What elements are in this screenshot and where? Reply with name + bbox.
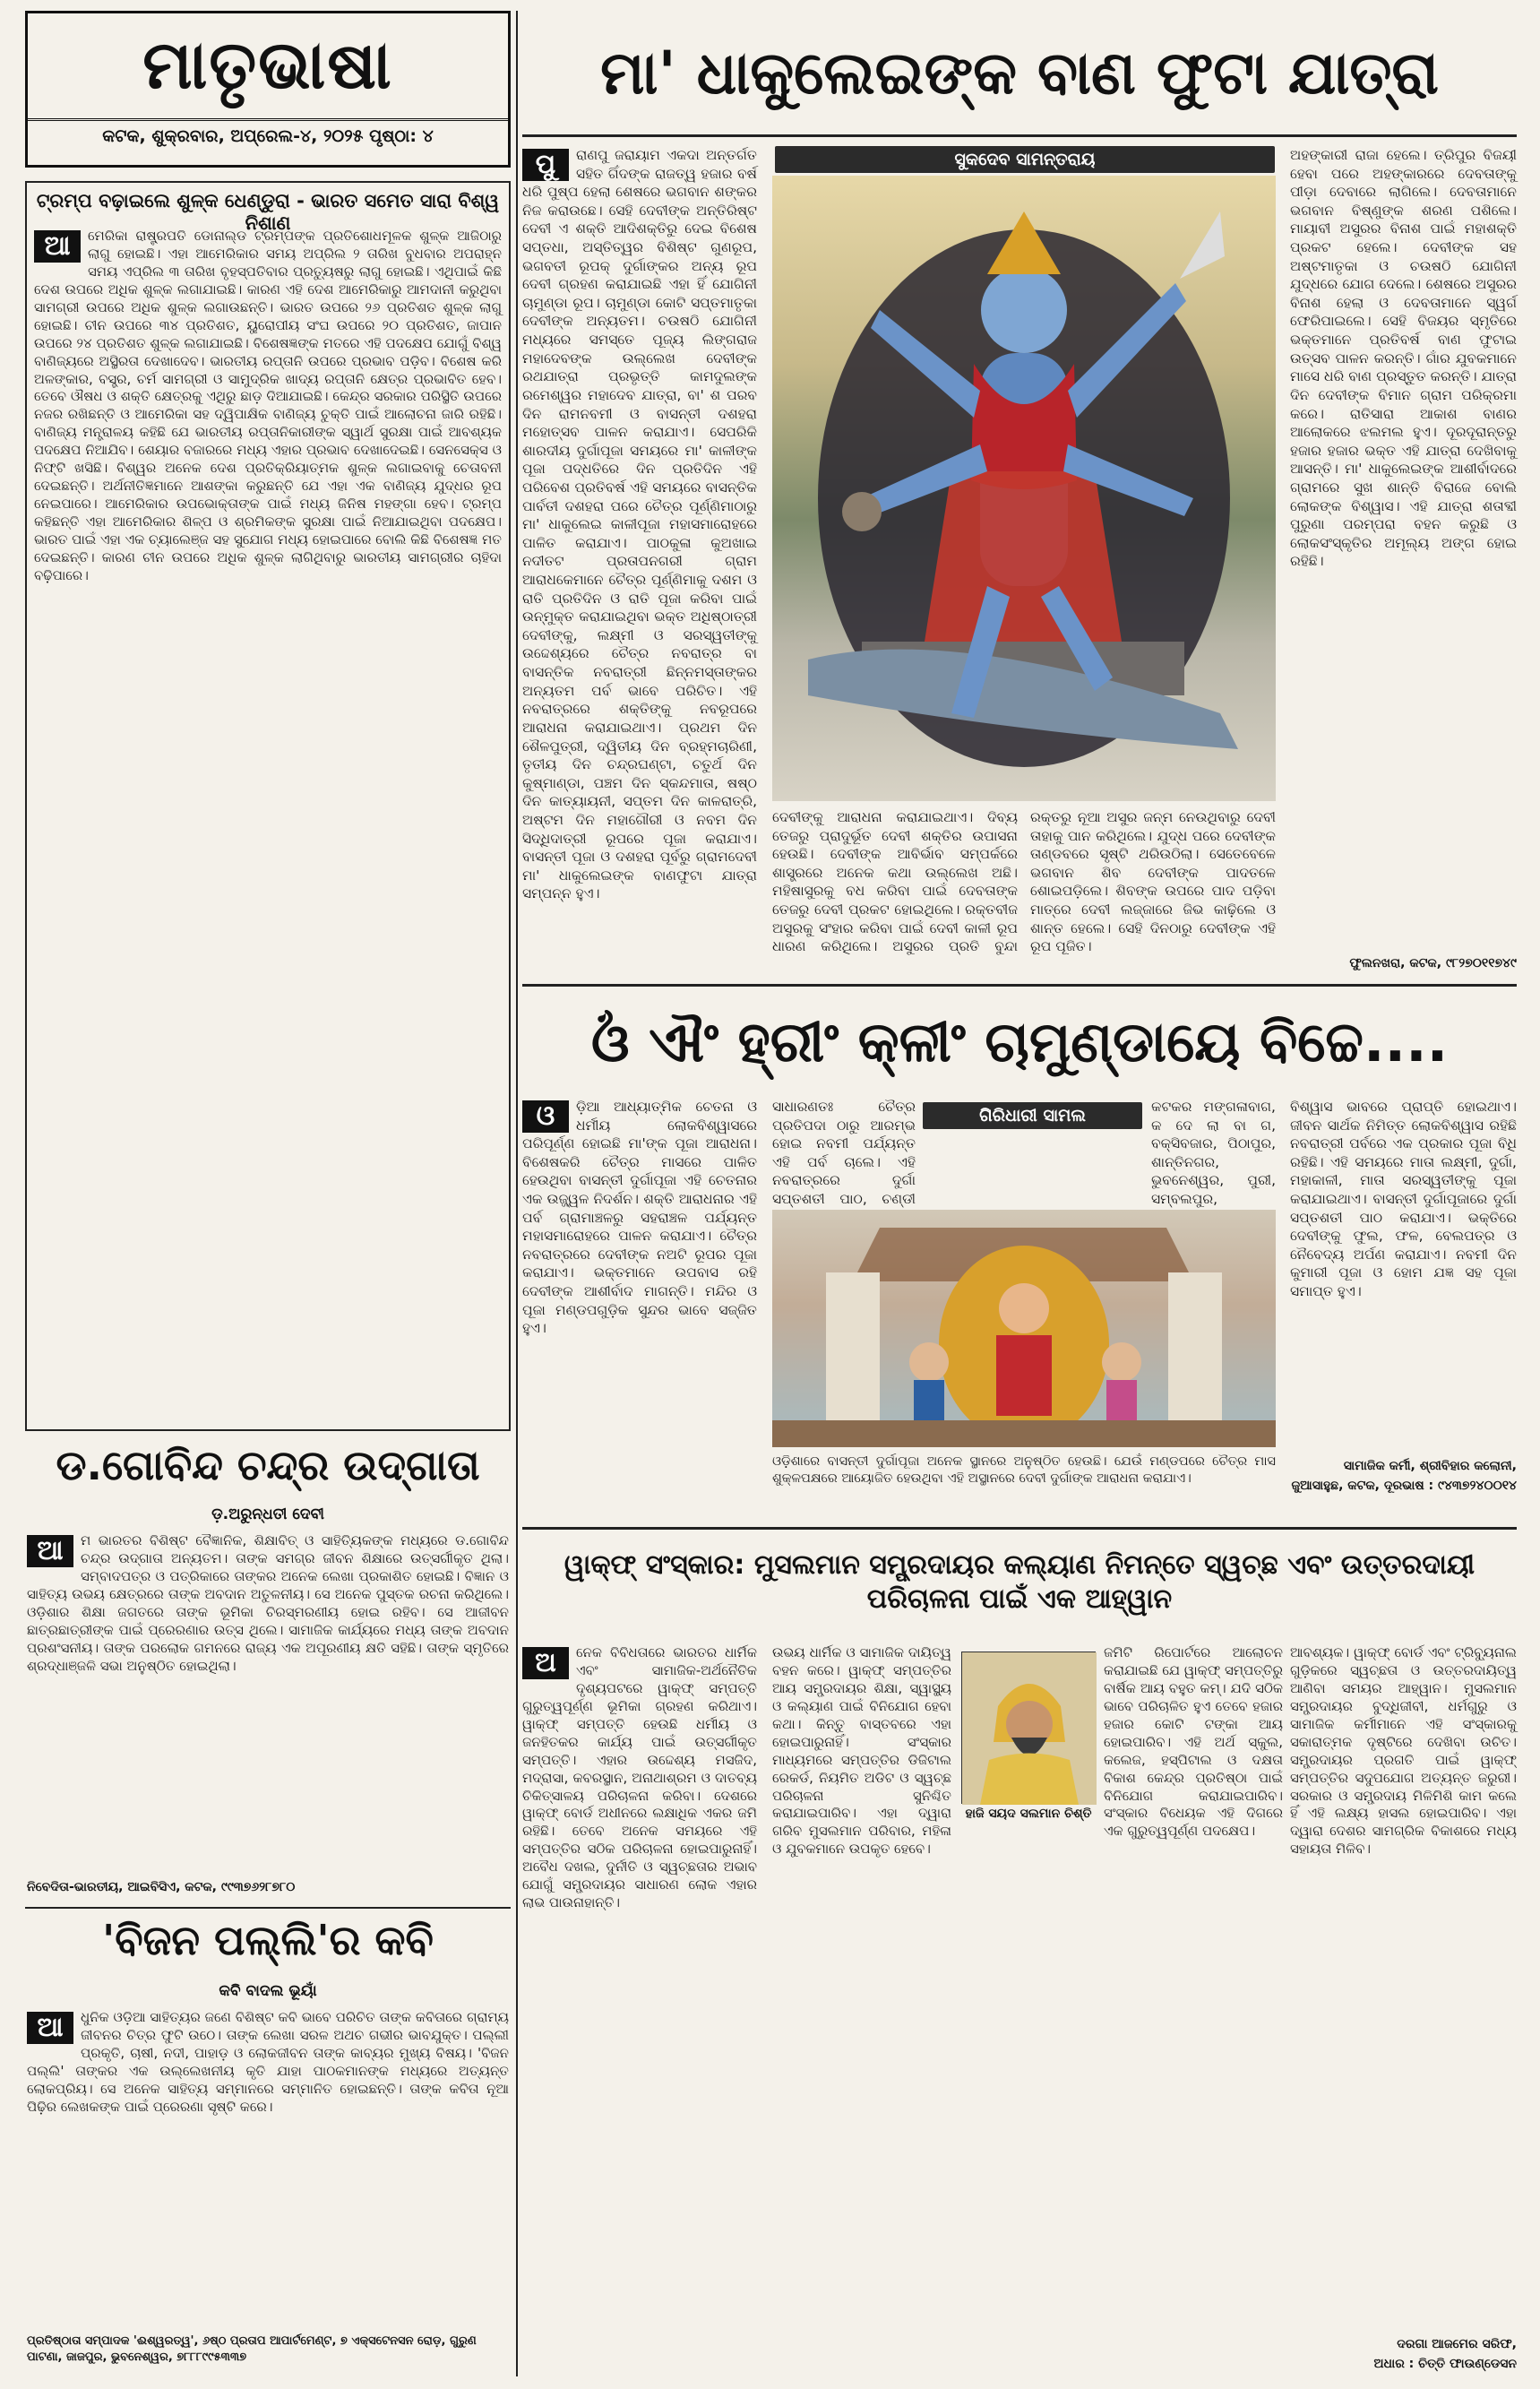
portrait-caption: ହାଜି ସୟଦ ସଲମାନ ଚିଶ୍ତି <box>965 1807 1092 1821</box>
dropcap: ଆ <box>34 230 81 263</box>
dropcap: ଅ <box>522 1647 569 1679</box>
lead-col-2 <box>772 808 1276 979</box>
chamunda-col-2 <box>772 1098 916 1208</box>
chamunda-text-1: ଡ଼ିଆ ଆଧ୍ୟାତ୍ମିକ ଚେତନା ଓ ଧର୍ମୀୟ ଲୋକବିଶ୍ୱାସରେ ପରିପୂର୍ଣ୍ଣ ହୋଇଛି ମା'ଙ୍କ ପୂଜା ଆରାଧନା। ବିଶେଷକରି ଚୈତ୍ର ମାସରେ ପାଳିତ ହେଉଥିବା ବାସନ୍ତୀ ଦୁର୍ଗାପୂଜା ଏହି ଚେତନାର ଏକ ଉଜ୍ଜ୍ୱଳ ନିଦର୍ଶନ। ଶକ୍ତି ଆରାଧନାର ଏହି ପର୍ବ ଗ୍ରାମାଞ୍ଚଳରୁ ସହରାଞ୍ଚଳ ପର୍ଯ୍ୟନ୍ତ ମହାସମାରୋହରେ ପାଳନ କରାଯାଏ। ଚୈତ୍ର ନବରାତ୍ରରେ ଦେବୀଙ୍କ ନଅଟି ରୂପର ପୂଜା କରାଯାଏ। ଭକ୍ତମାନେ ଉପବାସ ରହି ଦେବୀଙ୍କ ଆଶୀର୍ବାଦ ମାଗନ୍ତି। ମନ୍ଦିର ଓ ପୂଜା ମଣ୍ଡପଗୁଡ଼ିକ ସୁନ୍ଦର ଭାବେ ସଜ୍ଜିତ ହୁଏ। <box>522 1099 757 1337</box>
poet-headline: 'ବିଜନ ପଲ୍ଲି'ର କବି <box>102 1916 434 1964</box>
obit-text: ମ ଭାରତର ବିଶିଷ୍ଟ ବୈଜ୍ଞାନିକ, ଶିକ୍ଷାବିତ୍ ଓ ସାହିତ୍ୟିକଙ୍କ ମଧ୍ୟରେ ଡ.ଗୋବିନ୍ଦ ଚନ୍ଦ୍ର ଉଦ୍‌ଗାତା ଅନ୍ୟତମ। ତାଙ୍କ ସମଗ୍ର ଜୀବନ ଶିକ୍ଷାରେ ଉତ୍ସର୍ଗୀକୃତ ଥିଲା। ସମ୍ବାଦପତ୍ର ଓ ପତ୍ରିକାରେ ତାଙ୍କର ଅନେକ ଲେଖା ପ୍ରକାଶିତ ହୋଇଛି। ବିଜ୍ଞାନ ଓ ସାହିତ୍ୟ ଉଭୟ କ୍ଷେତ୍ରରେ ତାଙ୍କ ଅବଦାନ ଅତୁଳନୀୟ। ସେ ଅନେକ ପୁସ୍ତକ ରଚନା କରିଥିଲେ। ଓଡ଼ିଶାର ଶିକ୍ଷା ଜଗତରେ ତାଙ୍କ ଭୂମିକା ଚିରସ୍ମରଣୀୟ ହୋଇ ରହିବ। ସେ ଆଜୀବନ ଛାତ୍ରଛାତ୍ରୀଙ୍କ ପାଇଁ ପ୍ରେରଣାର ଉତ୍ସ ଥିଲେ। ସାମାଜିକ କାର୍ଯ୍ୟରେ ମଧ୍ୟ ତାଙ୍କ ଅବଦାନ ପ୍ରଶଂସନୀୟ। ତାଙ୍କ ପରଲୋକ ଗମନରେ ରାଜ୍ୟ ଏକ ଅପୂରଣୀୟ କ୍ଷତି ସହିଛି। ତାଙ୍କ ସ୍ମୃତିରେ ଶ୍ରଦ୍ଧାଞ୍ଜଳି ସଭା ଅନୁଷ୍ଠିତ ହୋଇଥିଲା। <box>27 1532 509 1674</box>
lead-text-1: ରାଣପୁ ଜରାୟାମ ଏକଦା ଅନ୍ତର୍ଗତ ସହିତ ଗିଁଦଙ୍କ ରାଜତ୍ୱ ହଜାର ବର୍ଷ ଧରି ପୁଷ୍ପ ହେଲା ଶେଷରେ ଭଗବାନ ଶଙ୍କର ନିଜ କରାଉଛେ। ସେହି ଦେବୀଙ୍କ ଅନ୍ତିରିଷ୍ଟ ଦେବୀ ଏ ଶକ୍ତି ଆଦିଶକ୍ତିରୁ ଦେଇ ବିଶେଷ ସପ୍ତଧା, ଅସ୍ତିତ୍ୱର ବିଶିଷ୍ଟ ଗୁଣରୂପ, ଭଗବତୀ ରୂପକ୍ ଦୁର୍ଗାଙ୍କର ଅନ୍ୟ ରୂପ ଦେବୀ ଗ୍ରହଣ କରାଯାଇଛି ଏହା ହିଁ ଯୋଗିନୀ ଚାମୁଣ୍ଡା ରୂପ। ଚାମୁଣ୍ଡା କୋଟି ସପ୍ତମାତୃକା ଦେବୀଙ୍କ ଅନ୍ୟତମ। ଚଉଷଠି ଯୋଗିନୀ ମଧ୍ୟରେ ସମସ୍ତେ ପୂଜ୍ୟ ଲିଙ୍ଗରାଜ ମହାଦେବଙ୍କ ଉଲ୍ଲେଖ ଦେବୀଙ୍କ ରଥଯାତ୍ରା ପ୍ରଭୃତ୍ତି କାମଦୁଲଙ୍କ ରମେଶ୍ୱର ମହାଦେବ ଯାତ୍ରା, ବା' ଶ ପରବ ଦିନ ରାମନବମୀ ଓ ବାସନ୍ତୀ ଦଶହରା ମହୋତ୍ସବ ପାଳନ କରାଯାଏ। ସେପରିକି ଶାରଦୀୟ ଦୁର୍ଗାପୂଜା ସମୟରେ ମା' କାଳୀଙ୍କ ପୂଜା ପଦ୍ଧତିରେ ଦିନ ପ୍ରତିଦିନ ଏହି ପରିବେଶ ପ୍ରତିବର୍ଷ ଏହି ସମୟରେ ବାସନ୍ତିକ ପାର୍ବତୀ ଦଶହରା ପରେ ଚୈତ୍ର ପୂର୍ଣ୍ଣିମାଠାରୁ ମା' ଧାକୁଲେଇ କାଳୀପୂଜା ମହାସମାରୋହରେ ପାଳିତ କରାଯାଏ। ପାଠକୁଳା କୁଅଖାଇ ନଦୀତଟ ପ୍ରତାପନଗରୀ ଗ୍ରାମ ଆରାଧକେମାନେ ଚୈତ୍ର ପୂର୍ଣ୍ଣିମାକୁ ଦଶମ ଓ ରାତି ପ୍ରତିଦିନ ଓ ରାତି ପୂଜା କରିବା ପାଇଁ ଉନ୍ମୁକ୍ତ କରାଯାଇଥିବା ଭକ୍ତ ଅଧିଷ୍ଠାତ୍ରୀ ଦେବୀଙ୍କୁ, ଲକ୍ଷ୍ମୀ ଓ ସରସ୍ୱତୀଙ୍କୁ ଉଦ୍ଦେଶ୍ୟରେ ଚୈତ୍ର ନବରାତ୍ର ବା ବାସନ୍ତିକ ନବରାତ୍ରୀ ଛିନ୍ନମସ୍ତାଙ୍କର ଅନ୍ୟତମ ପର୍ବ ଭାବେ ପରିଚିତ। ଏହି ନବରାତ୍ରରେ ଶକ୍ତିଙ୍କୁ ନବରୂପରେ ଆରାଧନା କରାଯାଇଥାଏ। ପ୍ରଥମ ଦିନ ଶୈଳପୁତ୍ରୀ, ଦ୍ୱିତୀୟ ଦିନ ବ୍ରହ୍ମଚାରିଣୀ, ତୃତୀୟ ଦିନ ଚନ୍ଦ୍ରଘଣ୍ଟା, ଚତୁର୍ଥ ଦିନ କୁଷ୍ମାଣ୍ଡା, ପଞ୍ଚମ ଦିନ ସ୍କନ୍ଦମାତା, ଷଷ୍ଠ ଦିନ କାତ୍ୟାୟନୀ, ସପ୍ତମ ଦିନ କାଳରାତ୍ରି, ଅଷ୍ଟମ ଦିନ ମହାଗୌରୀ ଓ ନବମ ଦିନ ସିଦ୍ଧିଦାତ୍ରୀ ରୂପରେ ପୂଜା କରାଯାଏ। ବାସନ୍ତୀ ପୂଜା ଓ ଦଶହରା ପୂର୍ବରୁ ଗ୍ରାମଦେବୀ ମା' ଧାକୁଲେଇଙ୍କ ବାଣଫୁଟା ଯାତ୍ରା ସମ୍ପନ୍ନ ହୁଏ। <box>522 147 757 902</box>
poet-author: କବି ବାଦଲ ଭୂୟାଁ <box>219 1982 317 2000</box>
poet-text: ଧୁନିକ ଓଡ଼ିଆ ସାହିତ୍ୟର ଜଣେ ବିଶିଷ୍ଟ କବି ଭାବେ ପରିଚିତ ତାଙ୍କ କବିତାରେ ଗ୍ରାମ୍ୟ ଜୀବନର ଚିତ୍ର ଫୁଟି ଉଠେ। ତାଙ୍କ ଲେଖା ସରଳ ଅଥଚ ଗଭୀର ଭାବଯୁକ୍ତ। ପଲ୍ଲୀ ପ୍ରକୃତି, ଚାଷୀ, ନଦୀ, ପାହାଡ଼ ଓ ଲୋକଜୀବନ ତାଙ୍କ କାବ୍ୟର ମୁଖ୍ୟ ବିଷୟ। 'ବିଜନ ପଲ୍ଲି' ତାଙ୍କର ଏକ ଉଲ୍ଲେଖନୀୟ କୃତି ଯାହା ପାଠକମାନଙ୍କ ମଧ୍ୟରେ ଅତ୍ୟନ୍ତ ଲୋକପ୍ରିୟ। ସେ ଅନେକ ସାହିତ୍ୟ ସମ୍ମାନରେ ସମ୍ମାନିତ ହୋଇଛନ୍ତି। ତାଙ୍କ କବିତା ନୂଆ ପିଢ଼ିର ଲେଖକଙ୍କ ପାଇଁ ପ୍ରେରଣା ସୃଷ୍ଟି କରେ। <box>27 2009 509 2115</box>
durga-photo <box>772 1210 1276 1447</box>
portrait-photo <box>961 1652 1096 1804</box>
lead-headline: ମା' ଧାକୁଲେଇଙ୍କ ବାଣ ଫୁଟା ଯାତ୍ରା <box>600 39 1439 108</box>
chamunda-text-4: ବିଶ୍ୱାସ ଭାବରେ ପ୍ରାପ୍ତି ହୋଇଥାଏ। ଜୀବନ ସାର୍ଥକ ନିମିତ୍ତ ଲୋକବିଶ୍ୱାସ ରହିଛି ନବରାତ୍ରୀ ପର୍ବରେ ଏକ ପ୍ରକାର ପୂଜା ବିଧି ରହିଛି। ଏହି ସମୟରେ ମାତା ଲକ୍ଷ୍ମୀ, ଦୁର୍ଗା, ମହାକାଳୀ, ମାତା ସରସ୍ୱତୀଙ୍କୁ ପୂଜା କରାଯାଇଥାଏ। ବାସନ୍ତୀ ଦୁର୍ଗାପୂଜାରେ ଦୁର୍ଗା ସପ୍ତଶତୀ ପାଠ କରାଯାଏ। ଭକ୍ତିରେ ଦେବୀଙ୍କୁ ଫୁଲ, ଫଳ, ବେଲପତ୍ର ଓ ନୈବେଦ୍ୟ ଅର୍ପଣ କରାଯାଏ। ନବମୀ ଦିନ କୁମାରୀ ପୂଜା ଓ ହୋମ ଯଜ୍ଞ ସହ ପୂଜା ସମାପ୍ତ ହୁଏ। <box>1290 1099 1517 1300</box>
lead-col-3 <box>1290 146 1517 948</box>
chamunda-headline: ଓଁ ଐଂ ହ୍ରୀଂ କ୍ଳୀଂ ଚାମୁଣ୍ଡାୟେ ବିଚ୍ଚେ.... <box>590 1009 1449 1074</box>
kali-image <box>772 176 1276 801</box>
chamunda-caption: ଓଡ଼ିଶାରେ ବାସନ୍ତୀ ଦୁର୍ଗାପୂଜା ଅନେକ ସ୍ଥାନରେ ଅନୁଷ୍ଠିତ ହେଉଛି। ଯେଉଁ ମଣ୍ଡପରେ ଚୈତ୍ର ମାସ ଶୁକ୍ଳପକ୍ଷରେ ଆୟୋଜିତ ହେଉଥିବା ଏହି ଅସ୍ଥାନରେ ଦେବୀ ଦୁର୍ଗାଙ୍କ ଆରାଧନା କରାଯାଏ। <box>772 1454 1276 1487</box>
waqf-signature-1: ଦରଗା ଆଜମେର ସରିଫ, <box>1397 2337 1517 2351</box>
divider <box>516 11 518 2376</box>
masthead-dateline: କଟକ, ଶୁକ୍ରବାର, ଅପ୍ରେଲ-୪, ୨୦୨୫ ପୃଷ୍ଠା: ୪ <box>102 126 434 146</box>
waqf-col-4 <box>1290 1644 1517 2325</box>
chamunda-signature-name: ସାମାଜିକ କର୍ମୀ, ଶ୍ରୀବିହାର କଲୋନୀ, <box>1343 1459 1517 1473</box>
obit-headline: ଡ.ଗୋବିନ୍ଦ ଚନ୍ଦ୍ର ଉଦ୍‌ଗାତା <box>56 1441 480 1489</box>
waqf-text-3: ଜମିଟି ରିପୋର୍ଟରେ ଆଲୋଚନ କରାଯାଇଛି ଯେ ୱାକ୍‌ଫ୍ ସମ୍ପତ୍ତିରୁ ବାର୍ଷିକ ଆୟ ବହୁତ କମ୍। ଯଦି ସଠିକ ଭାବେ ପରିଚାଳିତ ହୁଏ ତେବେ ହଜାର ହଜାର କୋଟି ଟଙ୍କା ଆୟ ହୋଇପାରିବ। ଏହି ଅର୍ଥ ସ୍କୁଲ, କଲେଜ, ହସ୍ପିଟାଲ ଓ ଦକ୍ଷତା ବିକାଶ କେନ୍ଦ୍ର ପ୍ରତିଷ୍ଠା ପାଇଁ ବିନିଯୋଗ କରାଯାଇପାରିବ। ସଂସ୍କାର ବିଧେୟକ ଏହି ଦିଗରେ ଏକ ଗୁରୁତ୍ୱପୂର୍ଣ୍ଣ ପଦକ୍ଷେପ। <box>1104 1644 1283 1840</box>
waqf-text-4: ଆବଶ୍ୟକ। ୱାକ୍‌ଫ୍ ବୋର୍ଡ ଏବଂ ଟ୍ରିବ୍ୟୁନାଲ ଗୁଡ଼ିକରେ ସ୍ୱଚ୍ଛତା ଓ ଉତ୍ତରଦାୟିତ୍ୱ ଆଣିବା ସମୟର ଆହ୍ୱାନ। ମୁସଲମାନ ସମ୍ପ୍ରଦାୟର ବୁଦ୍ଧିଜୀବୀ, ଧର୍ମଗୁରୁ ଓ ସାମାଜିକ କର୍ମୀମାନେ ଏହି ସଂସ୍କାରକୁ ସକାରାତ୍ମକ ଦୃଷ୍ଟିରେ ଦେଖିବା ଉଚିତ। ସମ୍ପ୍ରଦାୟର ପ୍ରଗତି ପାଇଁ ୱାକ୍‌ଫ୍ ସମ୍ପତ୍ତିର ସଦୁପଯୋଗ ଅତ୍ୟନ୍ତ ଜରୁରୀ। ସରକାର ଓ ସମ୍ପ୍ରଦାୟ ମିଳିମିଶି କାମ କଲେ ହିଁ ଏହି ଲକ୍ଷ୍ୟ ହାସଲ ହୋଇପାରିବ। ଏହା ଦ୍ୱାରା ଦେଶର ସାମଗ୍ରିକ ବିକାଶରେ ମଧ୍ୟ ସହାୟତା ମିଳିବ। <box>1290 1644 1517 1858</box>
chamunda-col-1 <box>522 1098 757 1434</box>
tariff-headline: ଟ୍ରମ୍ପ ବଢ଼ାଇଲେ ଶୁଳ୍କ ଧେଣ୍ଡୁରା - ଭାରତ ସମେତ ସାରା ବିଶ୍ୱ ନିଶାଣ <box>36 190 500 234</box>
lead-text-3: ଅହଙ୍କାରୀ ରାଜା ହେଲେ। ତ୍ରିପୁର ବିଜୟୀ ହେବା ପରେ ଅହଙ୍କାରରେ ଦେବତାଙ୍କୁ ପୀଡ଼ା ଦେବାରେ ଲାଗିଲେ। ଦେବତାମାନେ ଭଗବାନ ବିଷ୍ଣୁଙ୍କ ଶରଣ ପଶିଲେ। ମାୟାବୀ ଅସୁରର ବିନାଶ ପାଇଁ ମହାଶକ୍ତି ପ୍ରକଟ ହେଲେ। ଦେବୀଙ୍କ ସହ ଅଷ୍ଟମାତୃକା ଓ ଚଉଷଠି ଯୋଗିନୀ ଯୁଦ୍ଧରେ ଯୋଗ ଦେଲେ। ଶେଷରେ ଅସୁରର ବିନାଶ ହେଲା ଓ ଦେବତାମାନେ ସ୍ୱର୍ଗ ଫେରିପାଇଲେ। ସେହି ବିଜୟର ସ୍ମୃତିରେ ଭକ୍ତମାନେ ପ୍ରତିବର୍ଷ ବାଣ ଫୁଟାଇ ଉତ୍ସବ ପାଳନ କରନ୍ତି। ଗାଁର ଯୁବକମାନେ ମାସେ ଧରି ବାଣ ପ୍ରସ୍ତୁତ କରନ୍ତି। ଯାତ୍ରା ଦିନ ଦେବୀଙ୍କ ବିମାନ ଗ୍ରାମ ପରିକ୍ରମା କରେ। ରାତିସାରା ଆକାଶ ବାଣର ଆଲୋକରେ ଝଲମଲ ହୁଏ। ଦୂରଦୂରାନ୍ତରୁ ହଜାର ହଜାର ଭକ୍ତ ଏହି ଯାତ୍ରା ଦେଖିବାକୁ ଆସନ୍ତି। ମା' ଧାକୁଲେଇଙ୍କ ଆଶୀର୍ବାଦରେ ଗ୍ରାମରେ ସୁଖ ଶାନ୍ତି ବିରାଜେ ବୋଲି ଲୋକଙ୍କ ବିଶ୍ୱାସ। ଏହି ଯାତ୍ରା ଶତାବ୍ଦୀ ପୁରୁଣା ପରମ୍ପରା ବହନ କରୁଛି ଓ ଲୋକସଂସ୍କୃତିର ଅମୂଲ୍ୟ ଅଙ୍ଗ ହୋଇ ରହିଛି। <box>1290 147 1517 570</box>
waqf-col-3 <box>1104 1644 1283 2361</box>
dropcap: ଆ <box>27 1535 73 1567</box>
divider <box>522 1527 1517 1530</box>
obit-body <box>27 1532 509 1877</box>
lead-text-2: ଦେବୀଙ୍କୁ ଆରାଧନା କରାଯାଇଥାଏ। ଦିବ୍ୟ ତେଜରୁ ପ୍ରାଦୁର୍ଭୂତ ଦେବୀ ଶକ୍ତିର ଉପାସନା ହେଉଛି। ଦେବୀଙ୍କ ଆବିର୍ଭାବ ସମ୍ପର୍କରେ ଶାସ୍ତ୍ରରେ ଅନେକ କଥା ଉଲ୍ଲେଖ ଅଛି। ମହିଷାସୁରକୁ ବଧ କରିବା ପାଇଁ ଦେବତାଙ୍କ ତେଜରୁ ଦେବୀ ପ୍ରକଟ ହୋଇଥିଲେ। ରକ୍ତବୀଜ ଅସୁରକୁ ସଂହାର କରିବା ପାଇଁ ଦେବୀ କାଳୀ ରୂପ ଧାରଣ କରିଥିଲେ। ଅସୁରର ପ୍ରତି ବୁନ୍ଦା ରକ୍ତରୁ ନୂଆ ଅସୁର ଜନ୍ମ ନେଉଥିବାରୁ ଦେବୀ ତାହାକୁ ପାନ କରିଥିଲେ। ଯୁଦ୍ଧ ପରେ ଦେବୀଙ୍କ ତାଣ୍ଡବରେ ସୃଷ୍ଟି ଥରିଉଠିଲା। ସେତେବେଳେ ଭଗବାନ ଶିବ ଦେବୀଙ୍କ ପାଦତଳେ ଶୋଇପଡ଼ିଲେ। ଶିବଙ୍କ ଉପରେ ପାଦ ପଡ଼ିବା ମାତ୍ରେ ଦେବୀ ଲଜ୍ଜାରେ ଜିଭ କାଢ଼ିଲେ ଓ ଶାନ୍ତ ହେଲେ। ସେହି ଦିନଠାରୁ ଦେବୀଙ୍କ ଏହି ରୂପ ପୂଜିତ। <box>772 809 1276 955</box>
dropcap: ଓ <box>522 1100 569 1133</box>
waqf-signature-2: ଅଧାର : ଚିତ୍ତି ଫାଉଣ୍ଡେସନ <box>1373 2357 1517 2371</box>
chamunda-author: ଗିରିଧାରୀ ସାମଲ <box>923 1102 1142 1129</box>
masthead <box>25 11 511 168</box>
dropcap: ଆ <box>27 2012 73 2044</box>
chamunda-text-3: କଟକର ମଙ୍ଗଳାବାଗ, କ ଦେ ଲା ବା ଗ, ବକ୍ସିବଜାର, ପିଠାପୁର, ଶାନ୍ତିନଗର, ଭୁବନେଶ୍ୱର, ପୁରୀ, ସମ୍ବଲପୁର, <box>1151 1099 1276 1208</box>
obit-author: ଡ଼.ଅରୁନ୍ଧତୀ ଦେବୀ <box>211 1505 324 1523</box>
waqf-col-2 <box>772 1644 951 2361</box>
chamunda-text-2: ସାଧାରଣତଃ ଚୈତ୍ର ପ୍ରତିପଦା ଠାରୁ ଆରମ୍ଭ ହୋଇ ନବମୀ ପର୍ଯ୍ୟନ୍ତ ଏହି ପର୍ବ ଚାଲେ। ଏହି ନବରାତ୍ରରେ ଦୁର୍ଗା ସପ୍ତଶତୀ ପାଠ, ଚଣ୍ଡୀ <box>772 1099 916 1208</box>
chamunda-col-3 <box>1151 1098 1276 1208</box>
lead-col-1 <box>522 146 757 902</box>
poet-body <box>27 2009 509 2327</box>
waqf-headline: ୱାକ୍‌ଫ୍ ସଂସ୍କାର: ମୁସଲମାନ ସମ୍ପ୍ରଦାୟର କଲ୍ୟାଣ ନିମନ୍ତେ ସ୍ୱଚ୍ଛ ଏବଂ ଉତ୍ତରଦାୟୀ ପରିଚାଳନା ପାଇଁ ଏକ ଆହ୍ୱାନ <box>564 1549 1475 1615</box>
lead-signature: ଫୁଲନଖରା, କଟକ, ୯୮୨୭୦୧୧୭୪୯ <box>1349 956 1517 970</box>
dropcap: ପୁ <box>522 149 569 181</box>
tariff-text: ମେରିକା ରାଷ୍ଟ୍ରପତି ଡୋନାଲ୍ଡ ଟ୍ରମ୍ପଙ୍କ ପ୍ରତିଶୋଧମୂଳକ ଶୁଳ୍କ ଆଜିଠାରୁ ଲାଗୁ ହୋଇଛି। ଏହା ଆମେରିକାର ସମୟ ଅପ୍ରିଲ ୨ ତାରିଖ ବୁଧବାର ଅପରାହ୍ନ ସମୟ ଏପ୍ରିଲ ୩ ତାରିଖ ବୃହସ୍ପତିବାର ପ୍ରତ୍ୟୁଷରୁ ଲାଗୁ ହୋଇଛି। ଏଥିପାଇଁ କିଛି ଦେଶ ଉପରେ ଅଧିକ ଶୁଳ୍କ ଲଗାଯାଇଛି। କାରଣ ଏହି ଦେଶ ଆମେରିକାରୁ ଆମଦାନୀ କରୁଥିବା ସାମଗ୍ରୀ ଉପରେ ଅଧିକ ଶୁଳ୍କ ଲଗାଉଛନ୍ତି। ଭାରତ ଉପରେ ୨୬ ପ୍ରତିଶତ ଶୁଳ୍କ ଲାଗୁ ହୋଇଛି। ଚୀନ ଉପରେ ୩୪ ପ୍ରତିଶତ, ୟୁରୋପୀୟ ସଂଘ ଉପରେ ୨୦ ପ୍ରତିଶତ, ଜାପାନ ଉପରେ ୨୪ ପ୍ରତିଶତ ଶୁଳ୍କ ଲଗାଯାଇଛି। ବିଶେଷଜ୍ଞଙ୍କ ମତରେ ଏହି ପଦକ୍ଷେପ ଯୋଗୁଁ ବିଶ୍ୱ ବାଣିଜ୍ୟରେ ଅସ୍ଥିରତା ଦେଖାଦେବ। ଭାରତୀୟ ରପ୍ତାନି ଉପରେ ପ୍ରଭାବ ପଡ଼ିବ। ବିଶେଷ କରି ଅଳଙ୍କାର, ବସ୍ତ୍ର, ଚର୍ମ ସାମଗ୍ରୀ ଓ ସାମୁଦ୍ରିକ ଖାଦ୍ୟ ରପ୍ତାନି କ୍ଷେତ୍ର ପ୍ରଭାବିତ ହେବ। ତେବେ ଔଷଧ ଓ ଶକ୍ତି କ୍ଷେତ୍ରକୁ ଏଥିରୁ ଛାଡ଼ ଦିଆଯାଇଛି। କେନ୍ଦ୍ର ସରକାର ପରିସ୍ଥିତି ଉପରେ ନଜର ରଖିଛନ୍ତି ଓ ଆମେରିକା ସହ ଦ୍ୱିପାକ୍ଷିକ ବାଣିଜ୍ୟ ଚୁକ୍ତି ପାଇଁ ଆଲୋଚନା ଜାରି ରହିଛି। ବାଣିଜ୍ୟ ମନ୍ତ୍ରାଳୟ କହିଛି ଯେ ଭାରତୀୟ ରପ୍ତାନିକାରୀଙ୍କ ସ୍ୱାର୍ଥ ସୁରକ୍ଷା ପାଇଁ ଆବଶ୍ୟକ ପଦକ୍ଷେପ ନିଆଯିବ। ଶେୟାର ବଜାରରେ ମଧ୍ୟ ଏହାର ପ୍ରଭାବ ଦେଖାଦେଇଛି। ସେନସେକ୍ସ ଓ ନିଫ୍ଟି ଖସିଛି। ବିଶ୍ୱର ଅନେକ ଦେଶ ପ୍ରତିକ୍ରିୟାତ୍ମକ ଶୁଳ୍କ ଲଗାଇବାକୁ ଚେତାବନୀ ଦେଇଛନ୍ତି। ଅର୍ଥନୀତିଜ୍ଞମାନେ ଆଶଙ୍କା କରୁଛନ୍ତି ଯେ ଏହା ଏକ ବାଣିଜ୍ୟ ଯୁଦ୍ଧର ରୂପ ନେଇପାରେ। ଆମେରିକାର ଉପଭୋକ୍ତାଙ୍କ ପାଇଁ ମଧ୍ୟ ଜିନିଷ ମହଙ୍ଗା ହେବ। ଟ୍ରମ୍ପ କହିଛନ୍ତି ଏହା ଆମେରିକାର ଶିଳ୍ପ ଓ ଶ୍ରମିକଙ୍କ ସୁରକ୍ଷା ପାଇଁ ନିଆଯାଇଥିବା ପଦକ୍ଷେପ। ଭାରତ ପାଇଁ ଏହା ଏକ ଚ୍ୟାଲେଞ୍ଜ ସହ ସୁଯୋଗ ମଧ୍ୟ ହୋଇପାରେ ବୋଲି କିଛି ବିଶେଷଜ୍ଞ ମତ ଦେଇଛନ୍ତି। କାରଣ ଚୀନ ଉପରେ ଅଧିକ ଶୁଳ୍କ ଲାଗିଥିବାରୁ ଭାରତୀୟ ସାମଗ୍ରୀର ଚାହିଦା ବଢ଼ିପାରେ। <box>34 228 502 583</box>
tariff-body <box>34 228 502 1424</box>
waqf-text-1: ନେକ ବିବିଧତାରେ ଭାରତର ଧାର୍ମିକ ଏବଂ ସାମାଜିକ-ଅର୍ଥନୈତିକ ଦୃଶ୍ୟପଟରେ ୱାକ୍‌ଫ୍ ସମ୍ପତ୍ତି ଗୁରୁତ୍ୱପୂର୍ଣ୍ଣ ଭୂମିକା ଗ୍ରହଣ କରିଥାଏ। ୱାକ୍‌ଫ୍ ସମ୍ପତ୍ତି ହେଉଛି ଧର୍ମୀୟ ଓ ଜନହିତକର କାର୍ଯ୍ୟ ପାଇଁ ଉତ୍ସର୍ଗୀକୃତ ସମ୍ପତ୍ତି। ଏହାର ଉଦ୍ଦେଶ୍ୟ ମସଜିଦ, ମଦ୍ରାସା, କବରସ୍ଥାନ, ଅନାଥାଶ୍ରମ ଓ ଦାତବ୍ୟ ଚିକିତ୍ସାଳୟ ପରିଚାଳନା କରିବା। ଦେଶରେ ୱାକ୍‌ଫ୍ ବୋର୍ଡ ଅଧୀନରେ ଲକ୍ଷାଧିକ ଏକର ଜମି ରହିଛି। ତେବେ ଅନେକ ସମୟରେ ଏହି ସମ୍ପତ୍ତିର ସଠିକ ପରିଚାଳନା ହୋଇପାରୁନାହିଁ। ଅବୈଧ ଦଖଲ, ଦୁର୍ନୀତି ଓ ସ୍ୱଚ୍ଛତାର ଅଭାବ ଯୋଗୁଁ ସମ୍ପ୍ରଦାୟର ସାଧାରଣ ଲୋକ ଏହାର ଲାଭ ପାଉନାହାନ୍ତି। <box>522 1644 757 1911</box>
divider <box>25 1907 511 1909</box>
waqf-col-1 <box>522 1644 757 2361</box>
divider <box>522 134 1517 137</box>
chamunda-col-4 <box>1290 1098 1517 1452</box>
poet-signature: ପ୍ରତିଷ୍ଠାତା ସମ୍ପାଦକ 'ଈଶ୍ୱରତ୍ୱ', ୬ଷ୍ଠ ପ୍ରତାପ ଆପାର୍ଟମେଣ୍ଟ, ୭ ଏକ୍ସଟେନସନ ରୋଡ଼, ଗୁରୁଣ ପାଟଣା, ଜାଜପୁର, ଭୁବନେଶ୍ୱର, ୭୮୮୮୯୯୫୩୩୭ <box>27 2334 477 2364</box>
chamunda-signature-addr: ଜୁଆସାହୁଛ, କଟକ, ଦୂରଭାଷ : ୯୪୩୭୨୪୦୦୧୪ <box>1291 1479 1517 1493</box>
lead-author: ସୁକଦେବ ସାମନ୍ତରାୟ <box>775 146 1275 173</box>
tariff-box <box>25 181 511 1431</box>
obit-signature: ନିବେଦିତା-ଭାରତୀୟ, ଆଇବିସିଏ, କଟକ, ୯୯୩୭୬୨୮୭୮୦ <box>27 1880 296 1894</box>
masthead-title: ମାତୃଭାଷା <box>28 21 508 121</box>
divider <box>522 984 1517 987</box>
waqf-text-2: ଉଭୟ ଧାର୍ମିକ ଓ ସାମାଜିକ ଦାୟିତ୍ୱ ବହନ କରେ। ୱାକ୍‌ଫ୍ ସମ୍ପତ୍ତିର ଆୟ ସମ୍ପ୍ରଦାୟର ଶିକ୍ଷା, ସ୍ୱାସ୍ଥ୍ୟ ଓ କଲ୍ୟାଣ ପାଇଁ ବିନିଯୋଗ ହେବା କଥା। କିନ୍ତୁ ବାସ୍ତବରେ ଏହା ହୋଇପାରୁନାହିଁ। ସଂସ୍କାର ମାଧ୍ୟମରେ ସମ୍ପତ୍ତିର ଡିଜିଟାଲ ରେକର୍ଡ, ନିୟମିତ ଅଡିଟ ଓ ସ୍ୱଚ୍ଛ ପରିଚାଳନା ସୁନିଶ୍ଚିତ କରାଯାଇପାରିବ। ଏହା ଦ୍ୱାରା ଗରିବ ମୁସଲମାନ ପରିବାର, ମହିଳା ଓ ଯୁବକମାନେ ଉପକୃତ ହେବେ। <box>772 1644 951 1858</box>
